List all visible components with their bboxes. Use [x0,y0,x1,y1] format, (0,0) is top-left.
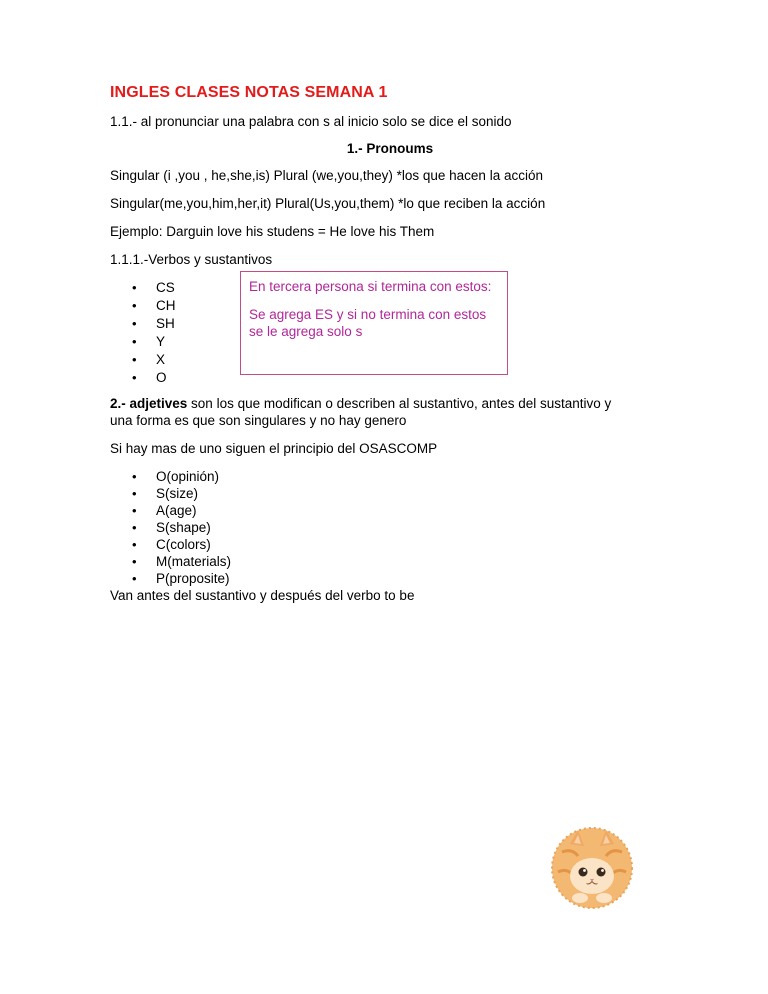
list-item: • M(materials) [110,553,670,570]
osascomp-rule: Si hay mas de uno siguen el principio del OSASCOMP [110,441,438,456]
cat-icon [548,822,636,910]
adjectives-closing: Van antes del sustantivo y después del verbo to be [110,588,415,603]
cat-eye-left [579,868,588,877]
pronouns-example: Ejemplo: Darguin love his studens = He love his Them [110,224,435,239]
list-item: • SH [110,315,670,333]
pronouns-subject-line: Singular (i ,you , he,she,is) Plural (we,you,they) *los que hacen la acción [110,168,543,183]
list-item: • S(shape) [110,519,670,536]
callout-line-1: En tercera persona si termina con estos: [249,279,492,294]
list-item: • A(age) [110,502,670,519]
document-title: INGLES CLASES NOTAS SEMANA 1 [110,84,388,101]
third-person-callout [240,271,508,375]
section-pronouns-heading: 1.- Pronoums [346,141,434,156]
list-item: • O(opinión) [110,468,670,485]
list-item: • C(colors) [110,536,670,553]
list-item: • X [110,351,670,369]
list-item: • P(proposite) [110,570,670,587]
osascomp-list [110,468,670,587]
cat-eye-right [597,868,606,877]
adjectives-paragraph [110,395,630,429]
callout-line-2: Se agrega ES y si no termina con estos se le agrega solo s [249,307,487,339]
list-item: • Y [110,333,670,351]
adjectives-description: son los que modifican o describen al sustantivo, antes del sustantivo y una forma es que son singulares y no hay genero [110,396,612,428]
list-item: • CH [110,297,670,315]
document-page [110,80,670,615]
section-verbs-heading: 1.1.1.-Verbos y sustantivos [110,252,273,267]
cat-face [570,858,614,894]
verbs-block [110,279,670,387]
adjectives-label: 2.- adjetives [110,396,188,411]
list-item: • S(size) [110,485,670,502]
list-item: • O [110,369,670,387]
note-pronunciation: 1.1.- al pronunciar una palabra con s al inicio solo se dice el sonido [110,114,512,129]
pronouns-object-line: Singular(me,you,him,her,it) Plural(Us,you,them) *lo que reciben la acción [110,196,546,211]
list-item: • CS [110,279,670,297]
